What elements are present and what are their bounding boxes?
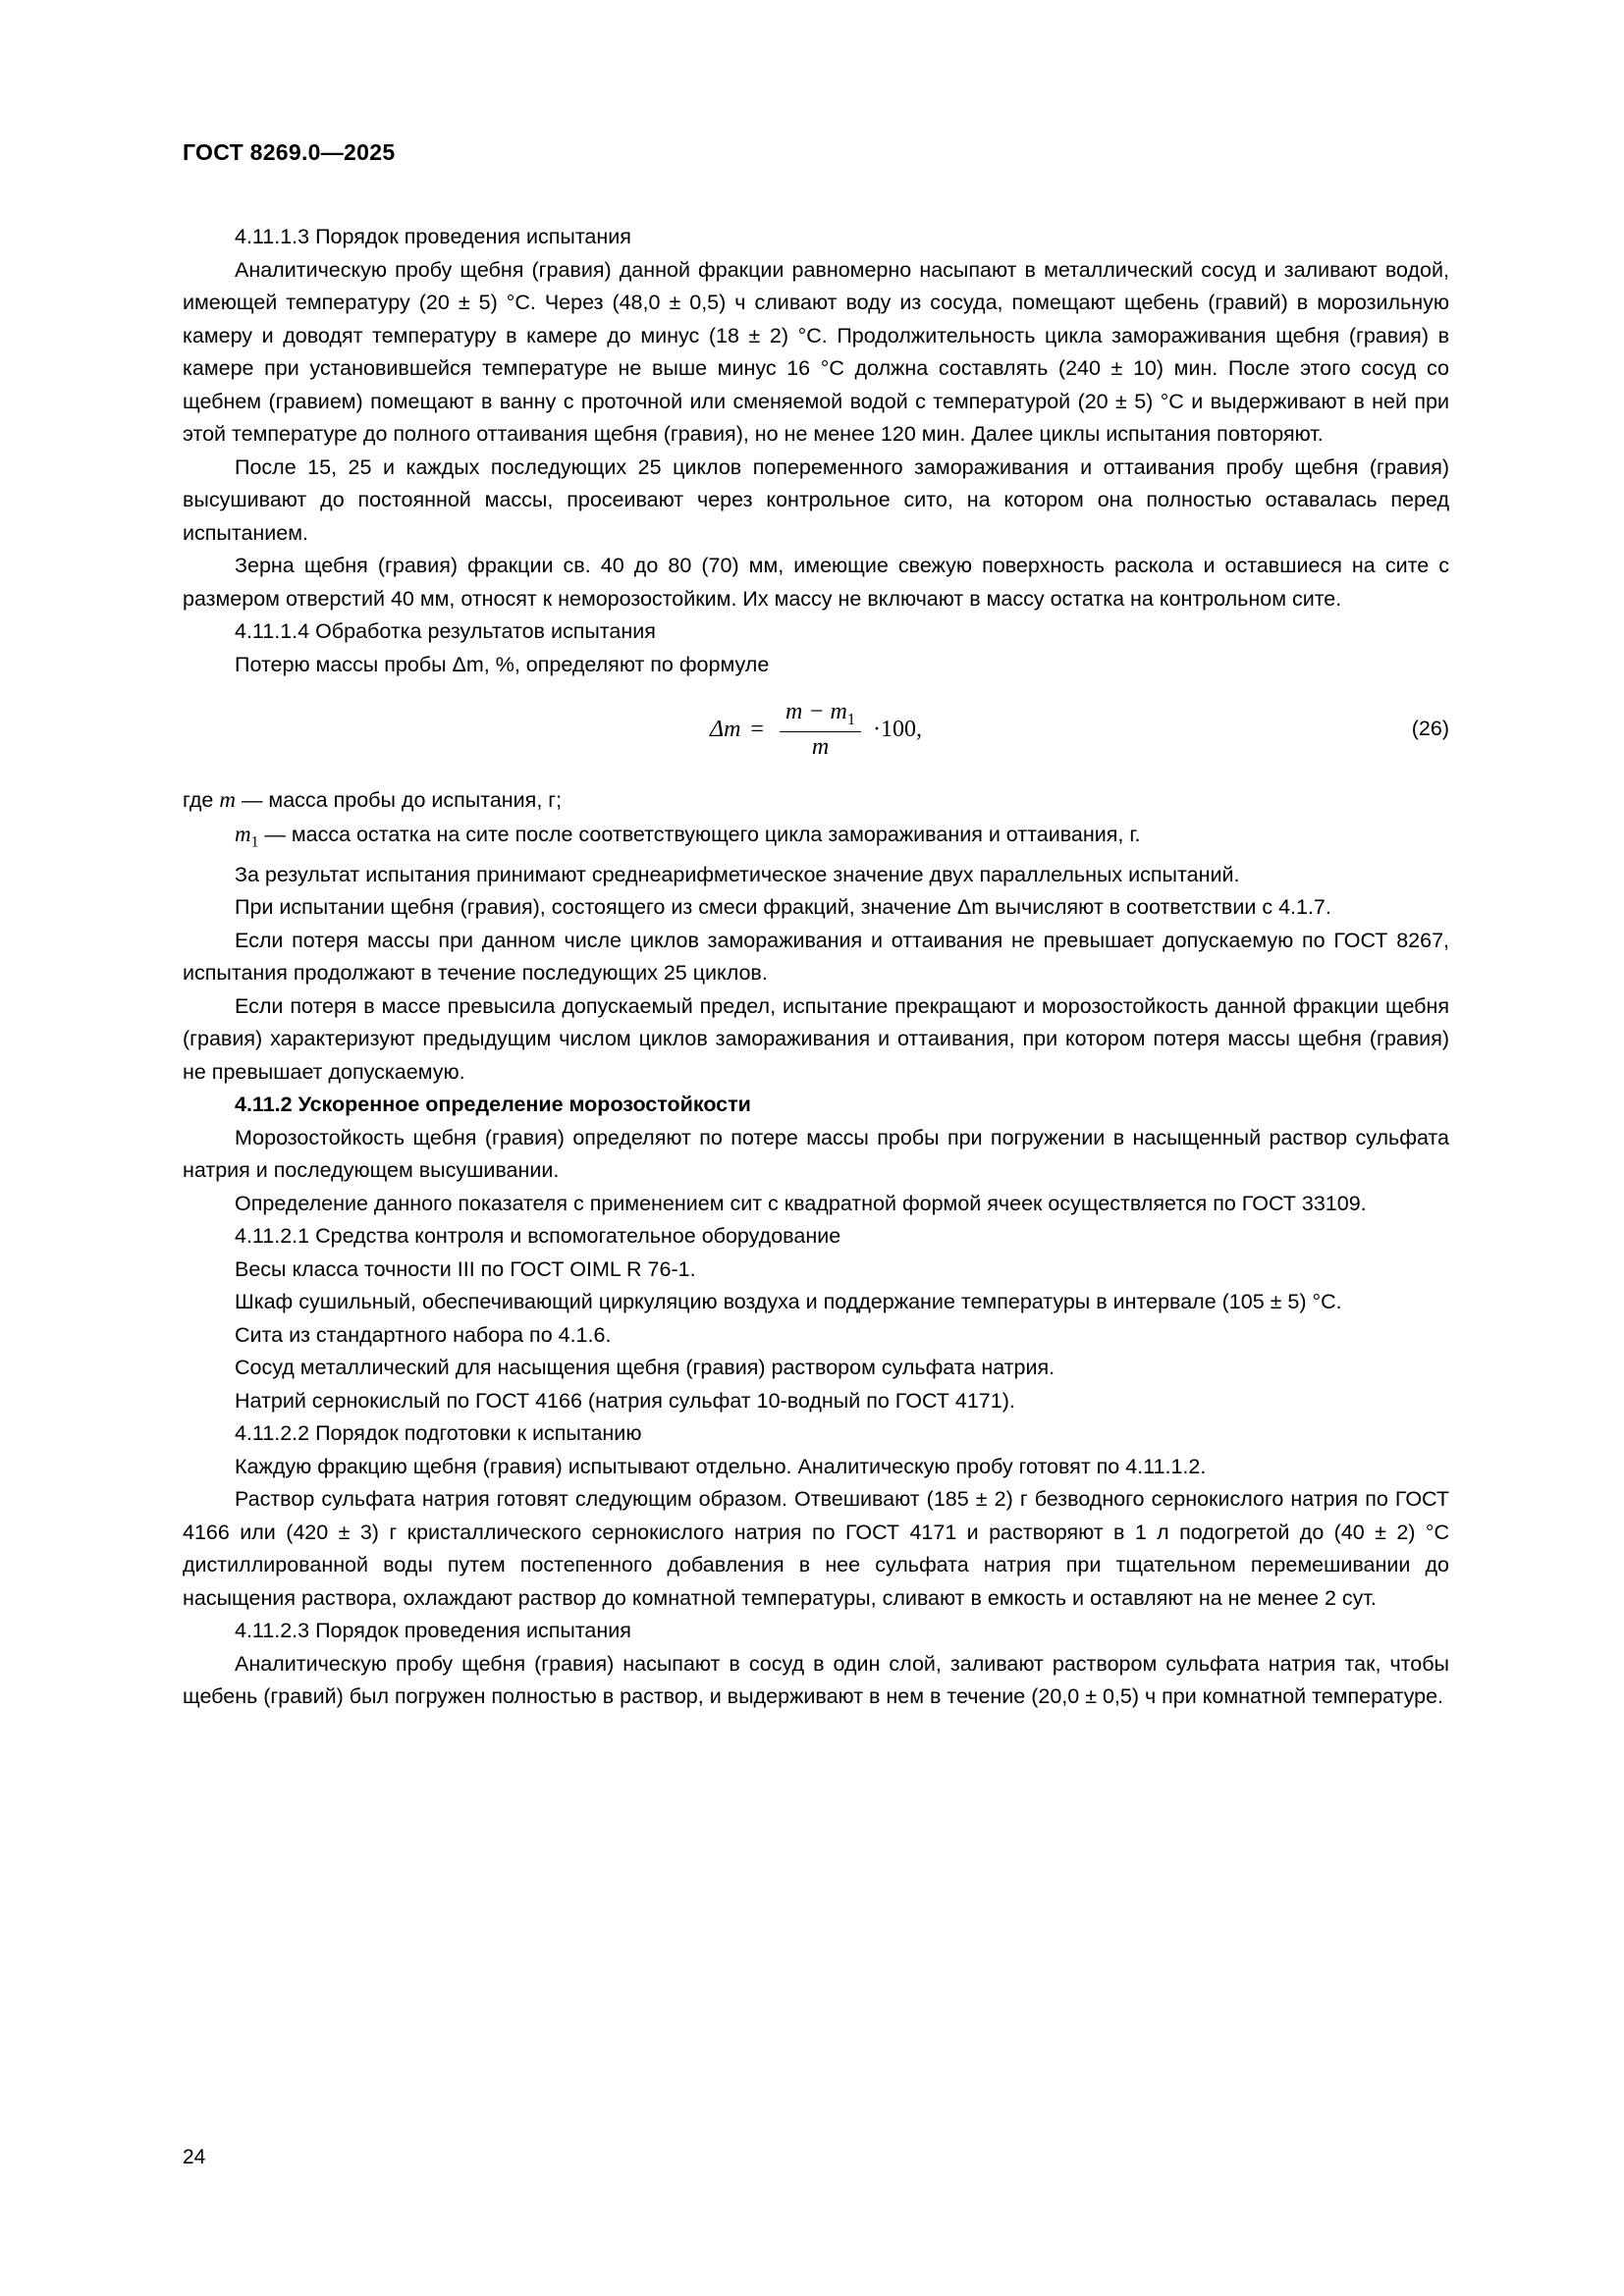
paragraph-fraction-preparation: Каждую фракцию щебня (гравия) испытывают отдельно. Аналитическую пробу готовят по 4.11.1.2. xyxy=(235,1454,1207,1478)
formula-delta: Δ xyxy=(709,717,725,743)
paragraph-solution-preparation: Раствор сульфата натрия готовят следующим образом. Отвешивают (185 ± 2) г безводного сернокислого натрия по ГОСТ 4166 или (420 ± 3) г кристаллического сернокислого натрия по ГОСТ 4171 и растворяют в 1 л подогретой до (40 ± 2) °С дистиллированной воды путем постепенного добавления в нее сульфата натрия при тщательном перемешивании до насыщения раствора, охлаждают раствор до комнатной температуры, сливают в емкость и оставляют на не менее 2 сут. xyxy=(183,1487,1449,1610)
legend-variable-m: m xyxy=(219,787,236,812)
formula-denominator: m xyxy=(811,734,830,761)
paragraph-sodium-sulfate: Натрий сернокислый по ГОСТ 4166 (натрия сульфат 10-водный по ГОСТ 4171). xyxy=(235,1388,1015,1413)
paragraph-allowed-loss: Если потеря массы при данном числе циклов замораживания и оттаивания не превышает допускаемую по ГОСТ 8267, испытания продолжают в течение последующих 25 циклов. xyxy=(183,928,1449,986)
formula-minus: − xyxy=(808,699,825,724)
formula-num-right-sub: 1 xyxy=(846,709,856,728)
formula-26 xyxy=(710,699,922,761)
page-content xyxy=(183,139,1449,1714)
paragraph-test-procedure: Аналитическую пробу щебня (гравия) данной фракции равномерно насыпают в металлический сосуд и заливают водой, имеющей температуру (20 ± 5) °С. Через (48,0 ± 0,5) ч сливают воду из сосуда, помещают щебень (гравий) в морозильную камеру и доводят температуру в камере до минус (18 ± 2) °С. Продолжительность цикла замораживания щебня (гравия) в камере при установившейся температуре не выше минус 16 °С должна составлять (240 ± 10) мин. После этого сосуд со щебнем (гравием) помещают в ванну с проточной или сменяемой водой с температурой (20 ± 5) °С и выдерживают в ней при этой температуре до полного оттаивания щебня (гравия), но не менее 120 мин. Далее циклы испытания повторяют. xyxy=(183,257,1449,446)
formula-26-row xyxy=(183,699,1449,770)
formula-tail: ·100, xyxy=(873,717,923,743)
paragraph-balance: Весы класса точности III по ГОСТ OIML R 76-1. xyxy=(235,1256,696,1281)
formula-numerator xyxy=(780,699,861,731)
document-standard-number: ГОСТ 8269.0—2025 xyxy=(183,139,396,165)
paragraph-square-mesh-sieves: Определение данного показателя с применением сит с квадратной формой ячеек осуществляется по ГОСТ 33109. xyxy=(235,1191,1367,1215)
formula-legend-line-2 xyxy=(183,818,1449,859)
paragraph-mass-loss-formula-intro: Потерю массы пробы Δm, %, определяют по формуле xyxy=(235,652,770,676)
legend-text: — масса пробы до испытания, г; xyxy=(235,788,563,812)
clause-4-11-1-4-heading: 4.11.1.4 Обработка результатов испытания xyxy=(235,619,656,643)
formula-number-26: (26) xyxy=(1411,717,1449,740)
legend-variable-m1: $m_1$ xyxy=(235,821,259,851)
section-heading-4-11-2: 4.11.2 Ускоренное определение морозостойкости xyxy=(235,1093,751,1117)
formula-num-right: m xyxy=(830,699,847,724)
page-number: 24 xyxy=(183,2146,206,2168)
paragraph-exceeded-limit: Если потеря в массе превысила допускаемый предел, испытание прекращают и морозостойкость данной фракции щебня (гравия) характеризуют предыдущим числом циклов замораживания и оттаивания, при котором потеря массы щебня (гравия) не превышает допускаемую. xyxy=(183,993,1449,1084)
formula-equals: = xyxy=(750,717,764,743)
paragraph-cycles-drying: После 15, 25 и каждых последующих 25 циклов попеременного замораживания и оттаивания пробу щебня (гравия) высушивают до постоянной массы, просеивают через контрольное сито, на котором она полностью оставалась перед испытанием. xyxy=(183,454,1449,545)
formula-num-left: m xyxy=(785,699,803,724)
paragraph-grain-fraction: Зерна щебня (гравия) фракции св. 40 до 80 (70) мм, имеющие свежую поверхность раскола и оставшиеся на сите с размером отверстий 40 мм, относят к неморозостойким. Их массу не включают в массу остатка на контрольном сите. xyxy=(183,554,1449,611)
paragraph-frost-resistance-definition: Морозостойкость щебня (гравия) определяют по потере массы пробы при погружении в насыщенный раствор сульфата натрия и последующем высушивании. xyxy=(183,1125,1449,1183)
clause-4-11-2-2-heading: 4.11.2.2 Порядок подготовки к испытанию xyxy=(235,1421,642,1446)
paragraph-average-result: За результат испытания принимают среднеарифметическое значение двух параллельных испытаний. xyxy=(235,862,1240,886)
paragraph-drying-cabinet: Шкаф сушильный, обеспечивающий циркуляцию воздуха и поддержание температуры в интервале (105 ± 5) °С. xyxy=(235,1290,1342,1314)
clause-4-11-2-1-heading: 4.11.2.1 Средства контроля и вспомогательное оборудование xyxy=(235,1224,841,1249)
paragraph-test-execution: Аналитическую пробу щебня (гравия) насыпают в сосуд в один слой, заливают раствором сульфата натрия так, чтобы щебень (гравий) был погружен полностью в раствор, и выдерживают в нем в течение (20,0 ± 0,5) ч при комнатной температуре. xyxy=(183,1651,1449,1709)
legend-prefix: где xyxy=(183,788,220,812)
paragraph-sieves: Сита из стандартного набора по 4.1.6. xyxy=(235,1322,612,1347)
paragraph-metal-vessel: Сосуд металлический для насыщения щебня (гравия) раствором сульфата натрия. xyxy=(235,1356,1056,1380)
formula-fraction xyxy=(780,699,861,761)
paragraph-mixed-fractions: При испытании щебня (гравия), состоящего из смеси фракций, значение Δm вычисляют в соответствии с 4.1.7. xyxy=(235,895,1331,920)
formula-m: m xyxy=(724,717,741,743)
clause-4-11-2-3-heading: 4.11.2.3 Порядок проведения испытания xyxy=(235,1619,631,1643)
legend-text-2: — масса остатка на сите после соответствующего цикла замораживания и оттаивания, г. xyxy=(258,822,1141,846)
formula-legend-line-1 xyxy=(183,783,1449,818)
clause-4-11-1-3-heading: 4.11.1.3 Порядок проведения испытания xyxy=(235,225,631,248)
